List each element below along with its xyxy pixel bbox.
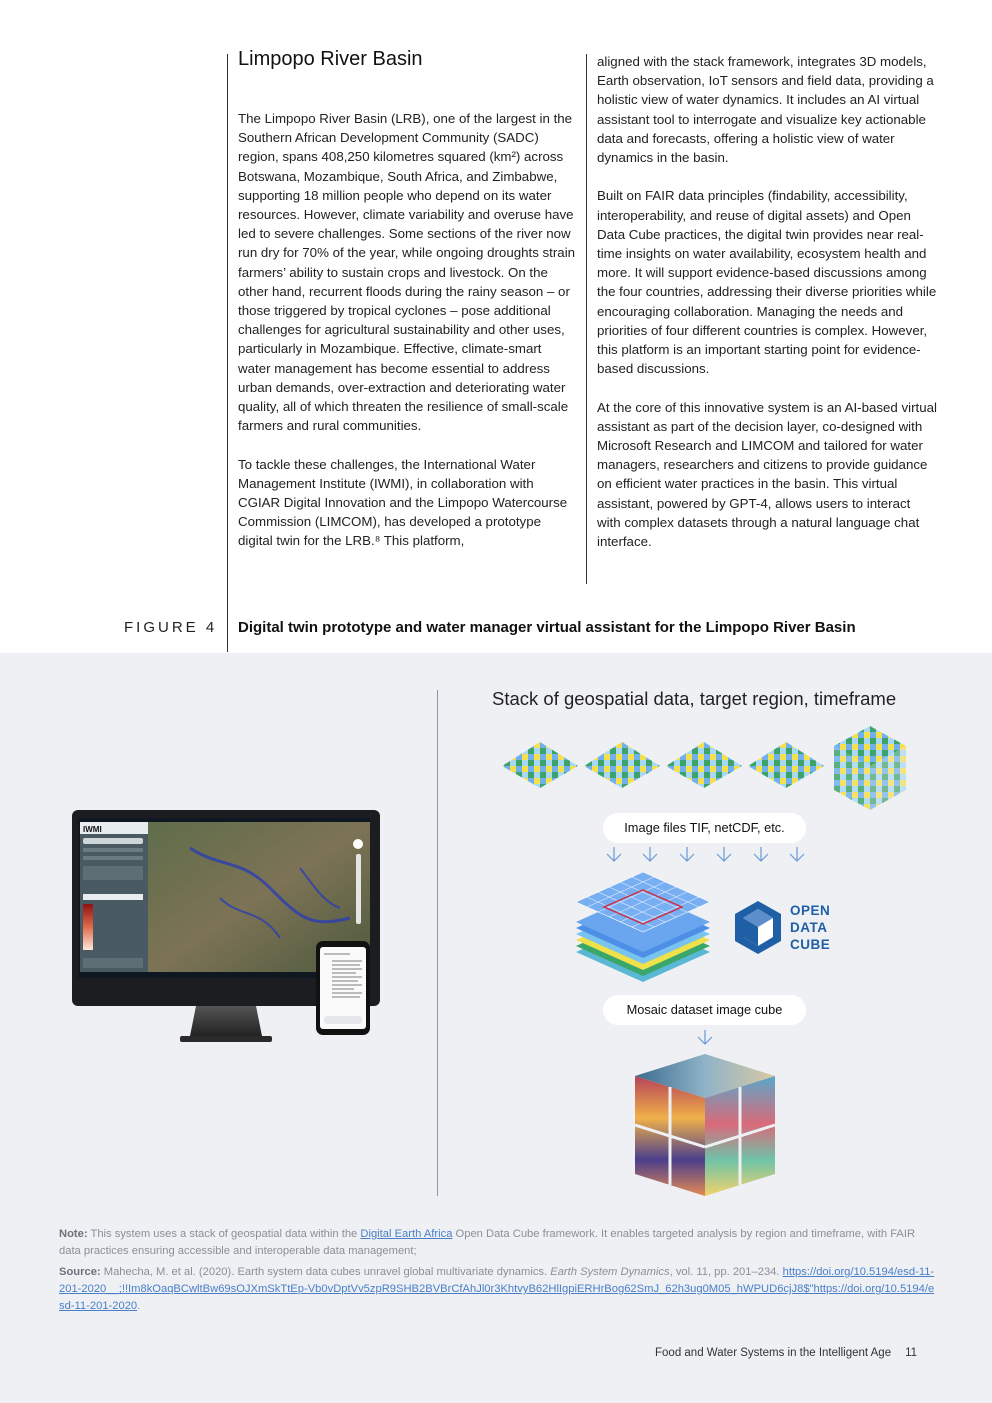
- page-number: 11: [905, 1347, 918, 1359]
- arrow-down-icon: [696, 1029, 714, 1047]
- source-text: , vol. 11, pp. 201–234.: [669, 1266, 780, 1278]
- data-tile: [748, 742, 824, 788]
- body-paragraph: To tackle these challenges, the International Water Management Institute (IWMI), in collaboration with CGIAR Digital Innovation and the Limpopo Watercourse Commission (LIMCOM), has developed a prototype digital twin for the LRB.⁸ This platform,: [238, 456, 568, 549]
- body-paragraph: Built on FAIR data principles (findability, accessibility, interoperability, and reuse of digital assets) and Open Data Cube practices, the digital twin provides near real-time insights on water availability, ecosystem health and more. It will support evidence-based discussions among the four countries, addressing their diverse priorities while encouraging collaboration. Managing the needs and priorities of four different countries is complex. However, this platform is an important starting point for evidence-based discussions.: [597, 188, 937, 377]
- odc-logo-line: CUBE: [790, 937, 831, 952]
- odc-logo-line: OPEN: [790, 903, 831, 918]
- monitor-stand: [190, 1006, 262, 1036]
- iwmi-logo: IWMI: [83, 825, 102, 834]
- digital-earth-africa-link[interactable]: Digital Earth Africa: [360, 1228, 453, 1240]
- body-left-column: [238, 109, 576, 570]
- data-tile: [584, 742, 660, 788]
- source-text: .: [137, 1300, 141, 1312]
- image-files-label: Image files TIF, netCDF, etc.: [603, 813, 806, 843]
- figure-divider: [437, 690, 438, 1196]
- note-label: Note:: [59, 1228, 88, 1240]
- doi-link[interactable]: https://doi.org/10.5194/esd-11-201-2020__;!!Im8kOaqBCwltBw69sOJXmSkTtEp-Vb0vDptVv5zpR9SHB2BVBrCfAhJl0r3KhtvyB62HlIgpiERHrBog62SmJ_62h3ug0M05_hWPUD6cjJ8$"https://doi.org/10.5194/esd-11-201-2020: [59, 1266, 935, 1312]
- figure-label: FIGURE 4: [124, 619, 218, 636]
- body-paragraph: The Limpopo River Basin (LRB), one of the largest in the Southern African Development Community (SADC) region, spans 408,250 kilometres squared (km²) across Botswana, Mozambique, South Africa, and Zimbabwe, supporting 18 million people who depend on its water resources. However, climate variability and overuse have led to severe challenges. Some sections of the river now run dry for 70% of the year, while ongoing droughts strain farmers’ ability to sustain crops and livestock. On the other hand, recurrent floods during the rainy season – or those triggered by tropical cyclones – pose additional challenges for agricultural sustainability and other uses, particularly in Mozambique. Effective, climate-smart water management has become essential to address urban demands, over-extraction and deteriorating water quality, all of which threaten the resilience of small-scale farmers and rural communities.: [238, 111, 576, 434]
- footer-title: Food and Water Systems in the Intelligent Age: [655, 1347, 892, 1359]
- down-arrows: [600, 845, 812, 865]
- cube-icon: [733, 899, 783, 957]
- open-data-cube-logo: [733, 899, 833, 959]
- geospatial-tiles-row: [500, 722, 920, 814]
- odc-logo-line: DATA: [790, 920, 828, 935]
- body-right-column: [597, 52, 937, 570]
- middle-column-rule: [586, 54, 587, 584]
- note-text: This system uses a stack of geospatial data within the: [90, 1228, 361, 1240]
- mosaic-dataset-label: Mosaic dataset image cube: [603, 995, 806, 1025]
- source-journal: Earth System Dynamics: [550, 1266, 670, 1278]
- stacked-data-layers: [572, 866, 714, 988]
- source-label: Source:: [59, 1266, 101, 1278]
- body-paragraph: aligned with the stack framework, integrates 3D models, Earth observation, IoT sensors and field data, providing a holistic view of water dynamics. It includes an AI virtual assistant tool to interrogate and visualize key actionable data and forecasts, offering a holistic view of water dynamics in the basin.: [597, 54, 934, 166]
- left-column-rule: [227, 54, 228, 652]
- note-text: Open Data Cube framework. It enables targeted analysis by region and timeframe, with FAIR data practices ensuring accessible and interoperable data management;: [59, 1228, 916, 1257]
- mosaic-image-cube: [630, 1050, 780, 1200]
- data-tile: [666, 742, 742, 788]
- desktop-monitor-illustration: [70, 808, 382, 1048]
- stack-title: Stack of geospatial data, target region, timeframe: [492, 688, 897, 709]
- body-paragraph: At the core of this innovative system is an AI-based virtual assistant as part of the decision layer, co-designed with Microsoft Research and LIMCOM and tailored for water managers, researchers and citizens to provide guidance on efficient water practices in the basin. This virtual assistant, powered by GPT-4, allows users to interact with complex datasets through a natural language chat interface.: [597, 399, 937, 550]
- figure-title: Digital twin prototype and water manager virtual assistant for the Limpopo River Basin: [238, 619, 856, 636]
- data-tile: [502, 742, 578, 788]
- page-footer: [655, 1347, 917, 1359]
- data-cube: [834, 726, 906, 810]
- figure-note: [59, 1226, 939, 1260]
- section-title: Limpopo River Basin: [238, 48, 423, 70]
- source-text: Mahecha, M. et al. (2020). Earth system data cubes unravel global multivariate dynamics.: [103, 1266, 551, 1278]
- figure-source: [59, 1264, 939, 1315]
